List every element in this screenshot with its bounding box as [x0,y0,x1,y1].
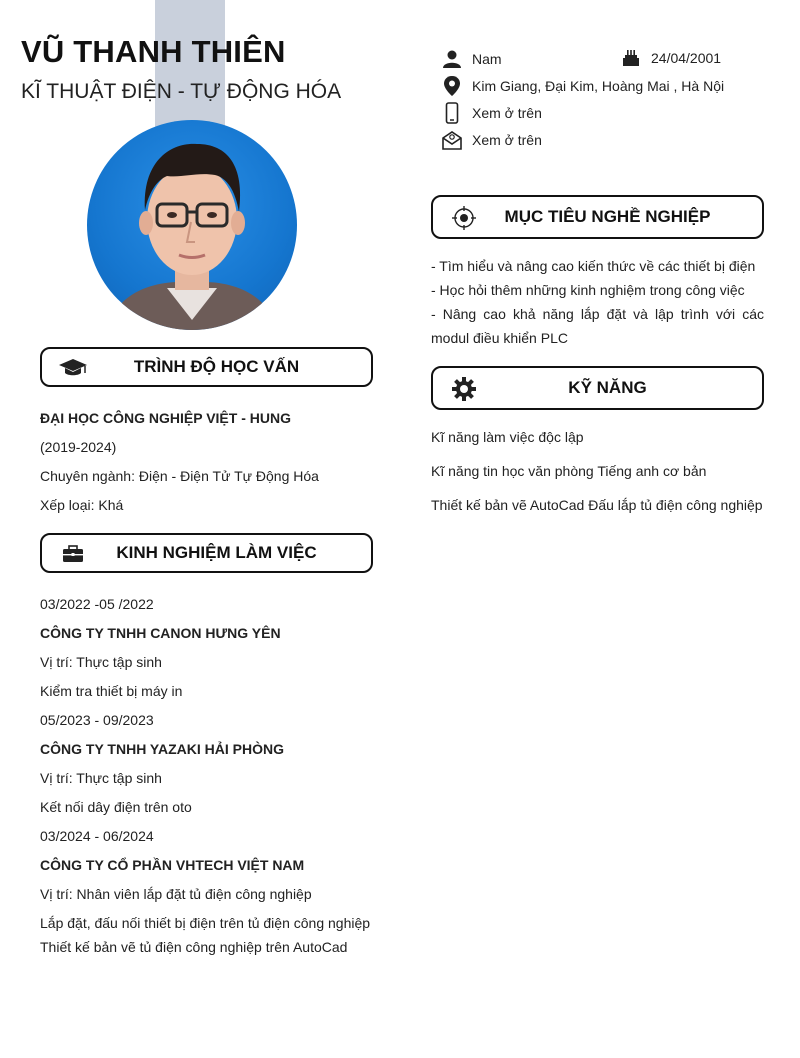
job-position: Vị trí: Thực tập sinh [40,654,162,670]
experience-section-header [40,533,373,573]
candidate-name: VŨ THANH THIÊN [21,34,286,69]
career-goal-title: MỤC TIÊU NGHỀ NGHIỆP [504,207,711,226]
job-description: Lắp đặt, đấu nối thiết bị điện trên tủ điện công nghiệp [40,915,371,931]
gender-value: Nam [472,51,502,67]
education-section-header [40,347,373,387]
user-icon [441,48,463,70]
job-position: Vị trí: Thực tập sinh [40,770,162,786]
phone-icon [441,102,463,124]
career-goal-item: - Tìm hiểu và nâng cao kiến thức về các thiết bị điện [431,258,756,274]
career-goal-item: - Học hỏi thêm những kinh nghiệm trong công việc [431,282,745,298]
address-value: Kim Giang, Đại Kim, Hoàng Mai , Hà Nội [472,78,725,94]
education-school: ĐẠI HỌC CÔNG NGHIỆP VIỆT - HUNG [40,410,291,426]
contact-address [441,75,724,97]
job-description: Kết nối dây điện trên oto [40,799,192,815]
job-company: CÔNG TY CỔ PHẦN VHTECH VIỆT NAM [40,857,305,873]
education-grade: Xếp loại: Khá [40,497,124,513]
birthdate-value: 24/04/2001 [651,50,722,66]
job-period: 05/2023 - 09/2023 [40,712,154,728]
job-period: 03/2022 -05 /2022 [40,596,154,612]
contact-email [441,129,542,151]
contact-gender [441,48,502,70]
profile-photo [87,120,297,330]
skill-item: Kĩ năng làm việc độc lập [431,429,584,445]
mail-icon [441,129,463,151]
map-pin-icon [441,75,463,97]
skills-title: KỸ NĂNG [568,378,647,397]
career-goal-section-header [431,195,764,239]
cake-icon [620,47,642,69]
job-company: CÔNG TY TNHH YAZAKI HẢI PHÒNG [40,741,284,757]
job-description: Thiết kế bản vẽ tủ điện công nghiệp trên AutoCad [40,939,348,955]
job-company: CÔNG TY TNHH CANON HƯNG YÊN [40,625,281,641]
skill-item: Kĩ năng tin học văn phòng Tiếng anh cơ bản [431,463,707,479]
job-position: Vị trí: Nhân viên lắp đặt tủ điện công nghiệp [40,886,312,902]
skills-section-header [431,366,764,410]
candidate-role: KĨ THUẬT ĐIỆN - TỰ ĐỘNG HÓA [21,80,342,103]
job-description: Kiểm tra thiết bị máy in [40,683,183,699]
education-years: (2019-2024) [40,439,117,455]
experience-title: KINH NGHIỆM LÀM VIỆC [116,543,317,562]
career-goal-item: - Nâng cao khả năng lắp đặt và lập trình với các modul điều khiển PLC [431,306,764,346]
education-major: Chuyên ngành: Điện - Điện Tử Tự Động Hóa [40,468,319,484]
job-period: 03/2024 - 06/2024 [40,828,154,844]
contact-phone [441,102,542,124]
education-title: TRÌNH ĐỘ HỌC VẤN [133,357,300,376]
contact-birthdate [620,47,721,69]
email-value[interactable]: Xem ở trên [472,132,542,148]
skill-item: Thiết kế bản vẽ AutoCad Đấu lắp tủ điện công nghiệp [431,497,763,513]
phone-value[interactable]: Xem ở trên [472,105,542,121]
